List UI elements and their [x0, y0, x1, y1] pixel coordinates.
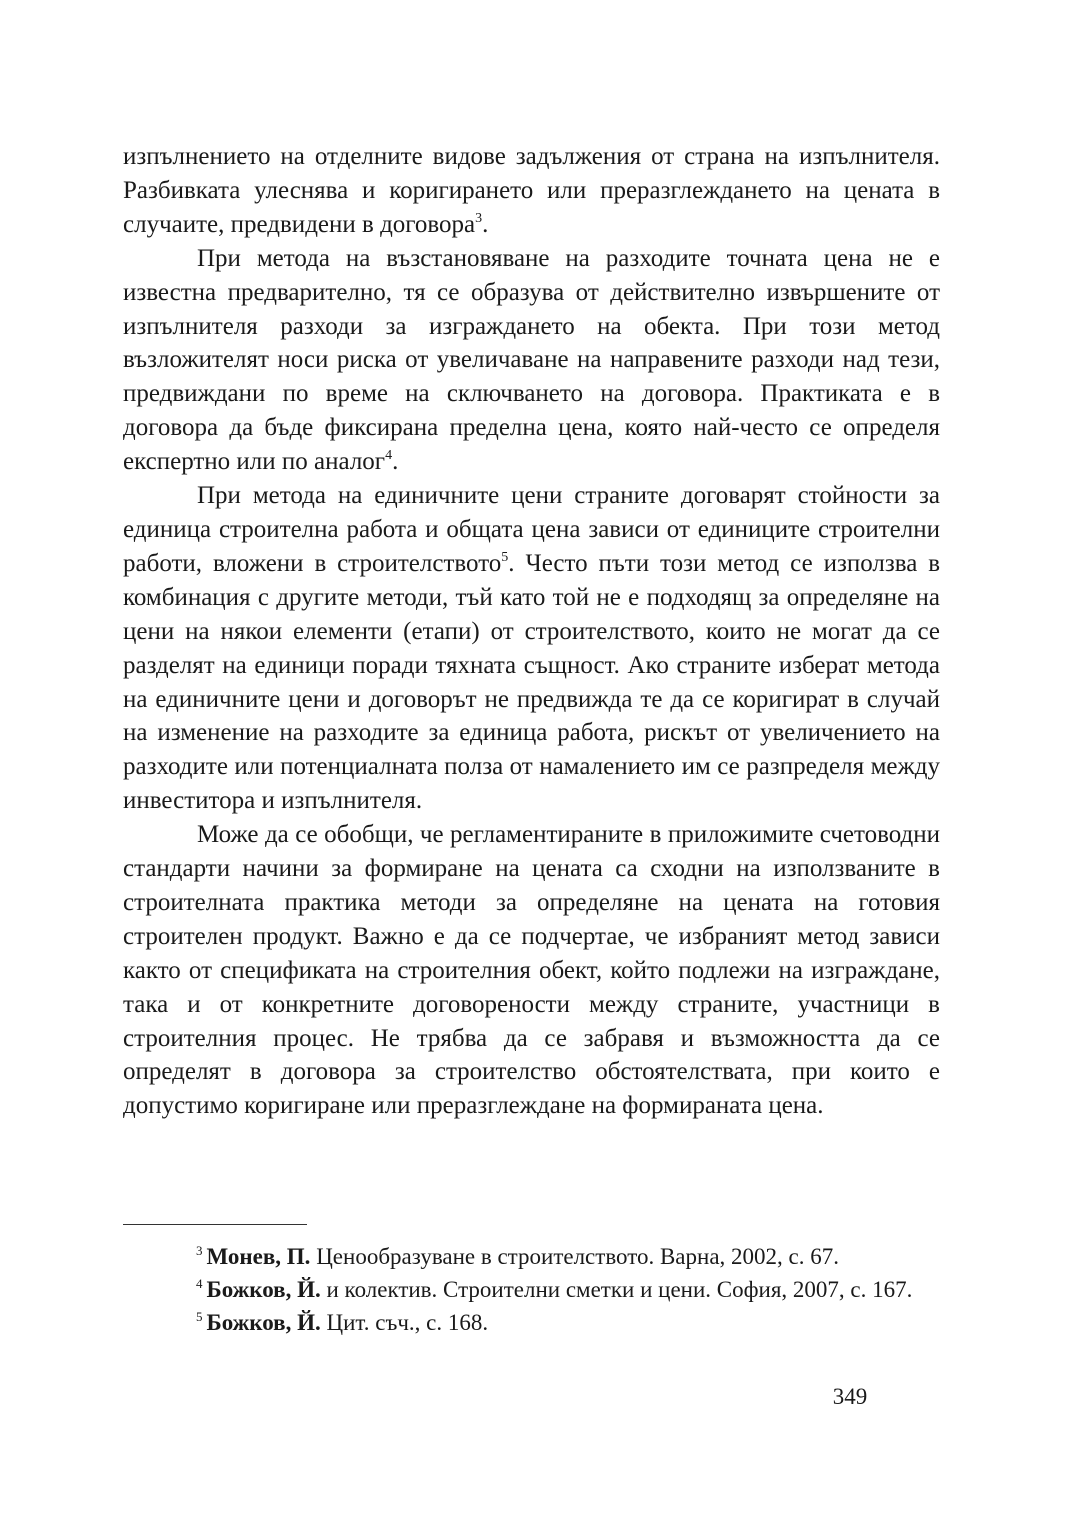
footnote-ref-5: 5 — [501, 549, 509, 565]
footnote-divider — [123, 1224, 307, 1225]
paragraph-4: Може да се обобщи, че регламентираните в приложимите счетоводни стандарти начини за формиране на цената са сходни на използваните в строителната практика методи за определяне на цената на готовия строителен продукт. Важно е да се подчертае, че избраният метод зависи както от спецификата на строителния обект, който подлежи на изграждане, така и от конкретните договорености между страните, участници в строителния процес. Не трябва да се забравя и възможността да се определят в договора за строителство обстоятелствата, при които е допустимо коригиране или преразглеждане на формираната цена. — [123, 821, 940, 1120]
footnote-text: Ценообразуване в строителството. Варна, 2002, с. 67. — [316, 1244, 839, 1269]
footnote-author: Монев, П. — [206, 1244, 311, 1269]
paragraph-3: При метода на единичните цени страните договарят стойности за единица строителна работа и общата цена зависи от единиците строителни работи, вложени в строителството$^5$. Често пъти този метод се използва в комбинация с другите методи, тъй като той не е подходящ за определяне на цени на някои елементи (етапи) от строителството, които не могат да се разделят на единици поради тяхната същност. Ако страните изберат метода на единичните цени и договорът не предвижда те да се коригират в случай на изменение на разходите за единица работа, рискът от увеличението на разходите или потенциалната полза от намалението им се разпределя между инвеститора и изпълнителя. — [123, 482, 940, 815]
footnote-author: Божков, Й. — [206, 1310, 321, 1335]
footnote-ref-3: 3 — [475, 210, 483, 226]
footnote-author: Божков, Й. — [206, 1277, 321, 1302]
footnote-number: 5 — [196, 1309, 203, 1324]
main-text — [123, 140, 940, 1123]
footnotes — [123, 1240, 940, 1339]
footnote-3 — [123, 1240, 940, 1273]
page-number: 349 — [832, 1384, 868, 1409]
paragraph-2: При метода на възстановяване на разходите точната цена не е известна предварително, тя се образува от действително извършените от изпълнителя разходи за изграждането на обекта. При този метод възложителят носи риска от увеличаване на направените разходи над тези, предвиждани по време на сключването на договора. Практиката е в договора да бъде фиксирана пределна цена, която най-често се определя експертно или по аналог$^4$. — [123, 244, 940, 476]
footnote-ref-4: 4 — [385, 448, 393, 464]
footnote-number: 4 — [196, 1276, 203, 1291]
paragraph-1: изпълнението на отделните видове задължения от страна на изпълнителя. Разбивката улеснява и коригирането или преразглеждането на цената в случаите, предвидени в договора$^3$. — [123, 143, 940, 238]
footnote-number: 3 — [196, 1243, 203, 1258]
footnote-5 — [123, 1306, 940, 1339]
footnote-4 — [123, 1273, 940, 1306]
footnote-text: Цит. съч., с. 168. — [326, 1310, 489, 1335]
footnote-text: и колектив. Строителни сметки и цени. София, 2007, с. 167. — [326, 1277, 913, 1302]
